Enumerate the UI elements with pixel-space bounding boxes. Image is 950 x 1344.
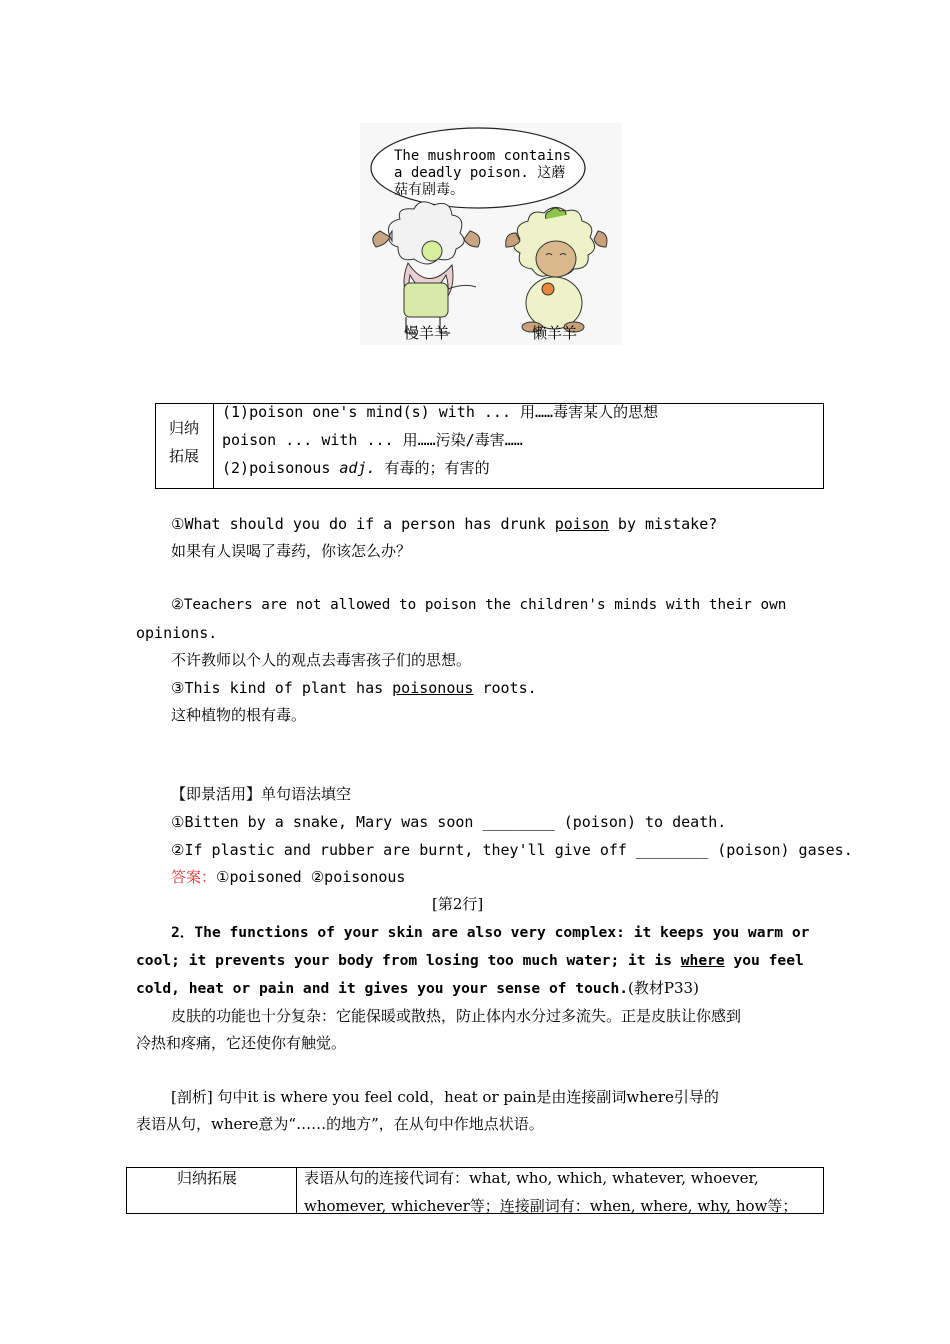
analysis-line-2: 表语从句，where意为“……的地方”，在从句中作地点状语。 [136,1115,544,1133]
table2-label: 归纳拓展 [177,1169,238,1187]
underlined-poisonous: poisonous [392,679,474,697]
table-label-cell [127,1168,297,1213]
practice-question-1: ①Bitten by a snake, Mary was soon ________ (poison) to death. [171,813,727,831]
bubble-line-1: The mushroom contains [394,148,572,164]
example-2-line-2: opinions. [136,624,218,642]
sentence-2-line-2: cool; it prevents your body from losing too much water; it is where you feel [136,952,804,969]
analysis-line-1: [剖析] 句中it is where you feel cold，heat or pain是由连接副词where引导的 [171,1088,719,1106]
example-1: ①What should you do if a person has drunk poison by mistake? [171,515,718,533]
table-row-3: (2)poisonous adj. 有毒的；有害的 [222,459,490,477]
answer-label: 答案： [171,868,217,886]
section-marker: [第2行] [432,895,484,913]
character-name-left: 慢羊羊 [404,324,450,342]
character-name-right: 懒羊羊 [532,324,578,342]
table2-line-1: 表语从句的连接代词有：what, who, which, whatever, whoever, [304,1169,759,1187]
table-label-line-2: 拓展 [169,447,200,465]
table2-line-2: whomever, whichever等；连接副词有：when, where, why, how等； [304,1197,798,1215]
table-row-2: poison ... with ... 用……污染/毒害…… [222,431,523,449]
answer-text: ①poisoned ②poisonous [216,868,406,886]
sentence-2-translation-2: 冷热和疼痛，它还使你有触觉。 [136,1034,347,1052]
example-3-translation: 这种植物的根有毒。 [171,706,307,724]
sentence-2-translation-1: 皮肤的功能也十分复杂：它能保暖或散热，防止体内水分过多流失。正是皮肤让你感到 [171,1007,742,1025]
cartoon-illustration [360,123,622,345]
underlined-poison: poison [554,515,609,533]
bubble-line-2: a deadly poison. 这蘑 [394,165,566,181]
example-1-translation: 如果有人误喝了毒药，你该怎么办？ [171,542,412,560]
table-row-1: (1)poison one's mind(s) with ... 用……毒害某人的思想 [222,403,659,421]
bubble-line-3: 菇有剧毒。 [394,182,464,198]
adj-abbrev: adj. [339,459,376,477]
sentence-2-line-3: cold, heat or pain and it gives you your sense of touch.(教材P33) [136,979,699,997]
example-2-translation: 不许教师以个人的观点去毒害孩子们的思想。 [171,651,472,669]
practice-question-2: ②If plastic and rubber are burnt, they'll give off ________ (poison) gases. [171,841,853,859]
sentence-2-line-1: 2．The functions of your skin are also very complex: it keeps you warm or [171,924,810,941]
example-3: ③This kind of plant has poisonous roots. [171,679,537,697]
table-label-cell [156,404,214,488]
textbook-reference: (教材P33) [628,979,699,997]
example-2-line-1: ②Teachers are not allowed to poison the children's minds with their own [171,597,787,613]
underlined-where: where [680,952,725,969]
practice-answer [171,867,405,887]
summary-table-poison [155,403,824,489]
summary-table-predicative-clause [126,1167,824,1214]
table-label-line-1: 归纳 [169,419,200,437]
practice-heading: 【即景活用】单句语法填空 [171,785,352,803]
